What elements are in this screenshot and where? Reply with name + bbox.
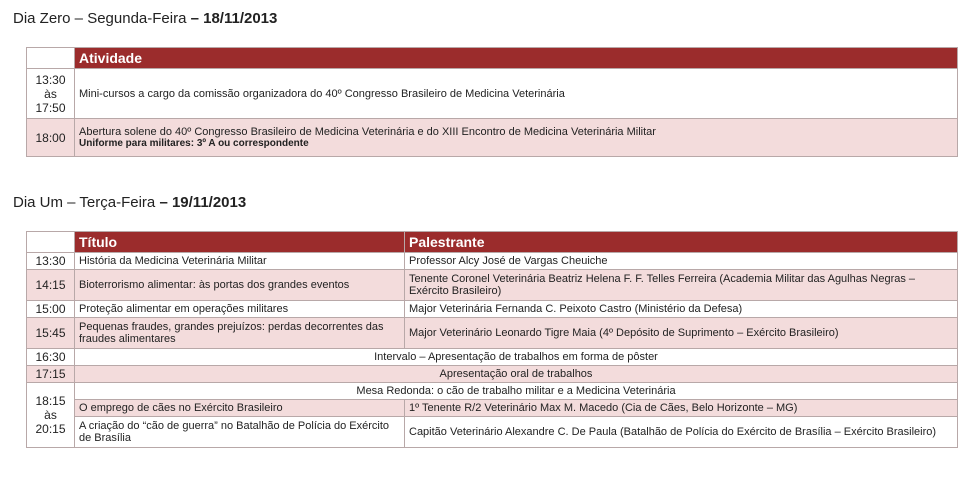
speaker-cell bbox=[405, 253, 958, 270]
table-header-speaker: Palestrante bbox=[405, 232, 958, 253]
roundtable-title-row bbox=[27, 383, 958, 400]
table-row bbox=[27, 119, 958, 157]
time-text: 13:30 às 17:50 bbox=[35, 72, 66, 115]
title-text: Proteção alimentar em operações militares bbox=[79, 303, 289, 315]
speaker-cell bbox=[405, 400, 958, 417]
day1-heading-label: Dia Um – Terça-Feira bbox=[13, 194, 156, 211]
speaker-text: Tenente Coronel Veterinária Beatriz Helena F. F. Telles Ferreira (Academia Militar das Agulhas Negras – Exército Brasileiro) bbox=[409, 273, 916, 297]
speaker-cell bbox=[405, 301, 958, 318]
time-cell bbox=[27, 318, 75, 349]
time-cell bbox=[27, 69, 75, 119]
title-text: O emprego de cães no Exército Brasileiro bbox=[79, 402, 283, 414]
span-cell bbox=[75, 349, 958, 366]
time-text: 13:30 bbox=[35, 254, 66, 268]
title-text: Pequenas fraudes, grandes prejuízos: perdas decorrentes das fraudes alimentares bbox=[79, 321, 384, 345]
day1-heading-date: – 19/11/2013 bbox=[159, 194, 247, 211]
speaker-text: Capitão Veterinário Alexandre C. De Paula (Batalhão de Polícia do Exército de Brasília – Exército Brasileiro) bbox=[409, 426, 937, 438]
time-text: 16:30 bbox=[35, 350, 66, 364]
speaker-cell bbox=[405, 270, 958, 301]
time-text: 15:00 bbox=[35, 302, 66, 316]
roundtable-title: Mesa Redonda: o cão de trabalho militar e a Medicina Veterinária bbox=[356, 385, 676, 397]
time-cell bbox=[27, 383, 75, 448]
table-header-blank bbox=[27, 232, 75, 253]
day1-schedule-table bbox=[26, 231, 958, 448]
time-text: 17:15 bbox=[35, 367, 66, 381]
day0-heading-label: Dia Zero – Segunda-Feira bbox=[13, 10, 187, 27]
time-text: 18:15 às 20:15 bbox=[35, 394, 66, 436]
day1-heading bbox=[13, 194, 246, 211]
table-row bbox=[27, 253, 958, 270]
time-text: 14:15 bbox=[35, 278, 66, 292]
table-row bbox=[27, 318, 958, 349]
table-row bbox=[27, 301, 958, 318]
span-text: Intervalo – Apresentação de trabalhos em forma de pôster bbox=[374, 351, 658, 363]
time-text: 15:45 bbox=[35, 326, 66, 340]
speaker-text: Major Veterinária Fernanda C. Peixoto Castro (Ministério da Defesa) bbox=[409, 303, 743, 315]
speaker-cell bbox=[405, 417, 958, 448]
time-cell bbox=[27, 253, 75, 270]
time-cell bbox=[27, 349, 75, 366]
activity-cell bbox=[75, 69, 958, 119]
activity-text: Abertura solene do 40º Congresso Brasileiro de Medicina Veterinária e do XIII Encontro de Medicina Veterinária Militar bbox=[79, 126, 656, 138]
title-cell bbox=[75, 301, 405, 318]
speaker-text: Professor Alcy José de Vargas Cheuiche bbox=[409, 255, 608, 267]
activity-cell bbox=[75, 119, 958, 157]
roundtable-title-cell bbox=[75, 383, 958, 400]
activity-note: Uniforme para militares: 3º A ou correspondente bbox=[79, 138, 309, 149]
time-cell bbox=[27, 119, 75, 157]
day0-heading-date: – 18/11/2013 bbox=[190, 10, 278, 27]
speaker-cell bbox=[405, 318, 958, 349]
span-cell bbox=[75, 366, 958, 383]
table-row bbox=[27, 400, 958, 417]
time-cell bbox=[27, 301, 75, 318]
title-cell bbox=[75, 253, 405, 270]
table-row bbox=[27, 366, 958, 383]
table-row bbox=[27, 417, 958, 448]
time-cell bbox=[27, 366, 75, 383]
table-row bbox=[27, 69, 958, 119]
time-text: 18:00 bbox=[35, 130, 66, 145]
table-header-title: Título bbox=[75, 232, 405, 253]
day0-heading bbox=[13, 10, 277, 27]
title-cell bbox=[75, 270, 405, 301]
table-row bbox=[27, 349, 958, 366]
title-cell bbox=[75, 417, 405, 448]
speaker-text: 1º Tenente R/2 Veterinário Max M. Macedo (Cia de Cães, Belo Horizonte – MG) bbox=[409, 402, 798, 414]
span-text: Apresentação oral de trabalhos bbox=[439, 368, 593, 380]
table-row bbox=[27, 270, 958, 301]
title-text: Bioterrorismo alimentar: às portas dos grandes eventos bbox=[79, 279, 350, 291]
title-cell bbox=[75, 318, 405, 349]
activity-text: Mini-cursos a cargo da comissão organizadora do 40º Congresso Brasileiro de Medicina Veterinária bbox=[79, 87, 565, 100]
speaker-text: Major Veterinário Leonardo Tigre Maia (4º Depósito de Suprimento – Exército Brasileiro) bbox=[409, 327, 839, 339]
title-text: A criação do “cão de guerra” no Batalhão de Polícia do Exército de Brasília bbox=[79, 420, 390, 444]
table-header-blank bbox=[27, 48, 75, 69]
title-text: História da Medicina Veterinária Militar bbox=[79, 255, 267, 267]
time-cell bbox=[27, 270, 75, 301]
table-header-activity: Atividade bbox=[75, 48, 958, 69]
day0-schedule-table bbox=[26, 47, 958, 157]
title-cell bbox=[75, 400, 405, 417]
